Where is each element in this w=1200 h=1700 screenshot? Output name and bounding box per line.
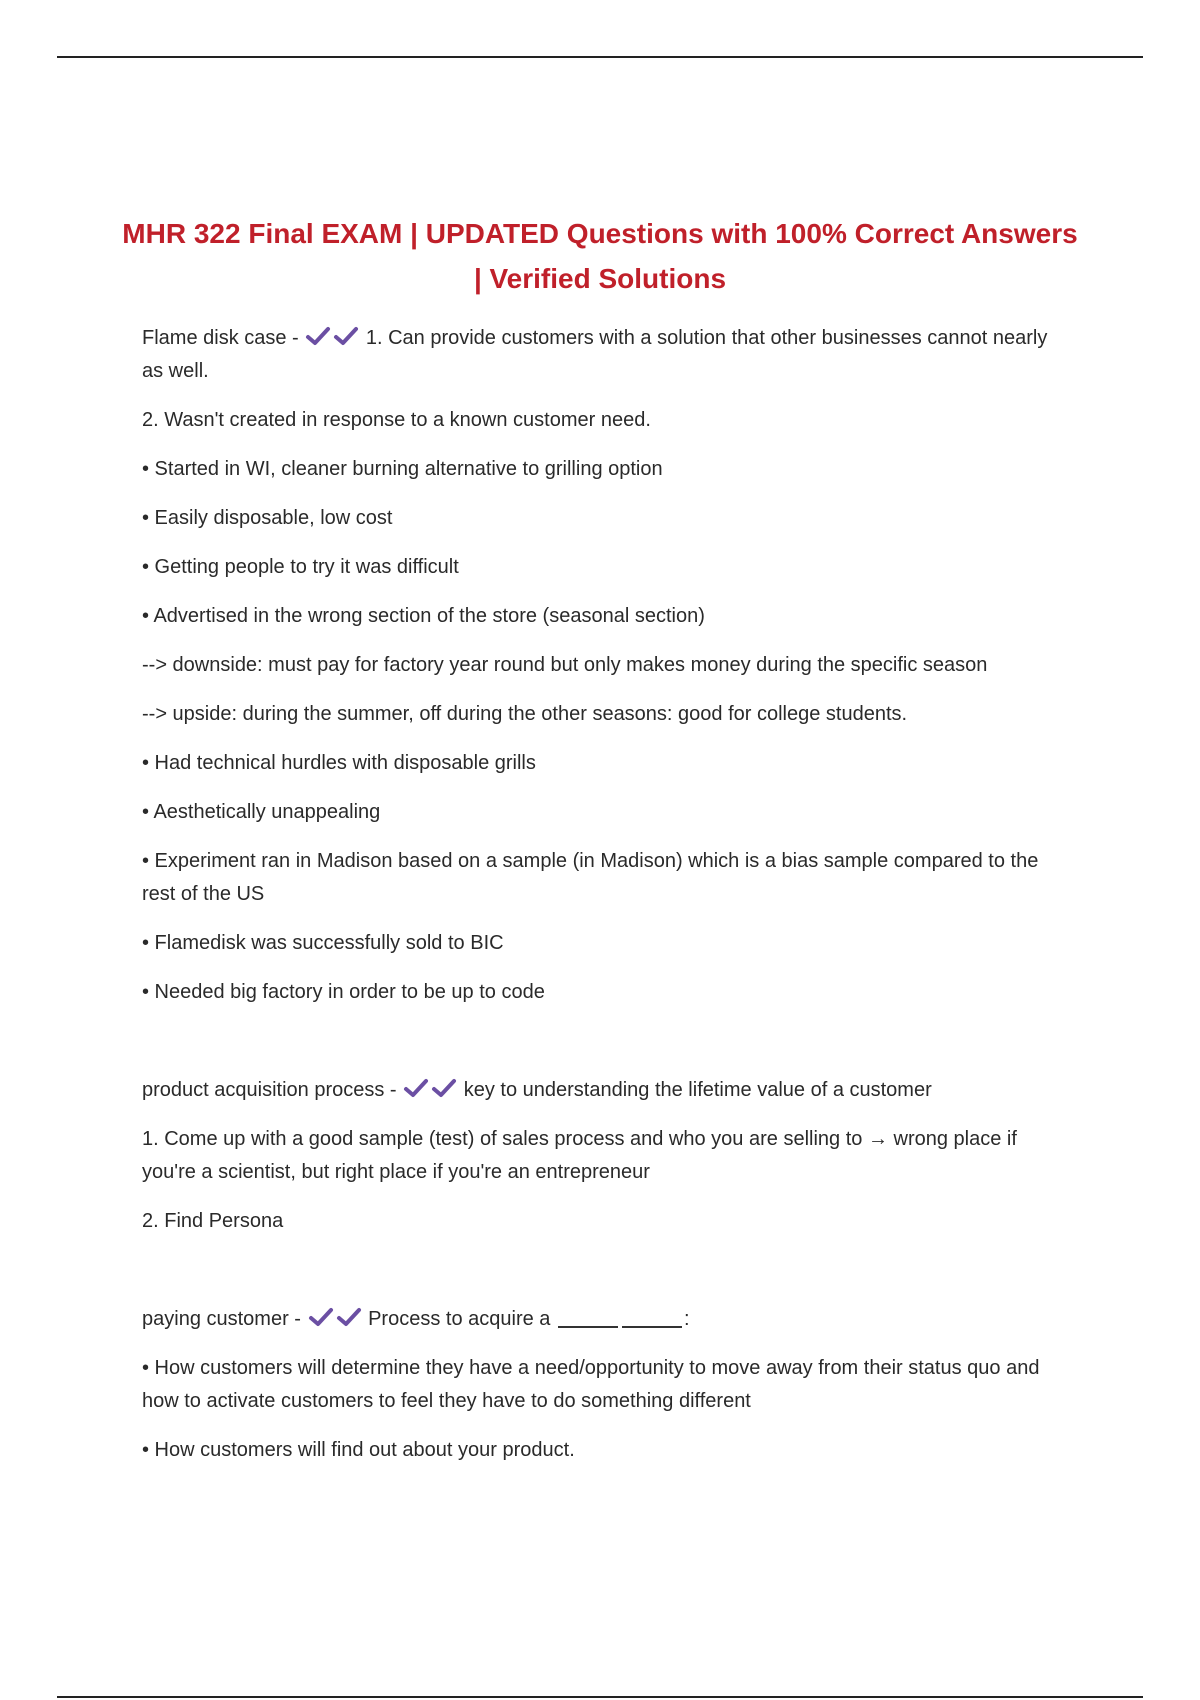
term-line: [142, 1303, 1072, 1336]
list-item: • Easily disposable, low cost: [142, 507, 393, 529]
section-gap: [142, 1025, 1072, 1074]
list-item: --> downside: must pay for factory year round but only makes money during the specific season: [142, 654, 988, 676]
check-icon: [431, 1077, 457, 1099]
answer: 1. Can provide customers with a solution that other businesses cannot nearly as well.: [142, 327, 1048, 382]
term: paying customer -: [142, 1308, 301, 1330]
check-icon: [336, 1306, 362, 1328]
list-item: 2. Wasn't created in response to a known customer need.: [142, 409, 651, 431]
list-item: • Getting people to try it was difficult: [142, 556, 459, 578]
list-item: • Started in WI, cleaner burning alternative to grilling option: [142, 458, 663, 480]
list-item: • Advertised in the wrong section of the store (seasonal section): [142, 605, 705, 627]
fill-in-blank: [558, 1306, 618, 1328]
list-item: --> upside: during the summer, off during the other seasons: good for college students.: [142, 703, 908, 725]
list-item: • Needed big factory in order to be up to code: [142, 981, 545, 1003]
answer: key to understanding the lifetime value of a customer: [463, 1079, 932, 1101]
list-item: • Aesthetically unappealing: [142, 801, 381, 823]
term-line: [142, 322, 1072, 388]
term: Flame disk case -: [142, 327, 299, 349]
fill-in-blank: [622, 1306, 682, 1328]
document-body: [142, 322, 1072, 1483]
list-item: 2. Find Persona: [142, 1210, 284, 1232]
check-icon: [308, 1306, 334, 1328]
list-item: • Had technical hurdles with disposable grills: [142, 752, 536, 774]
top-rule: [57, 56, 1143, 58]
check-icon: [333, 325, 359, 347]
bottom-rule: [57, 1696, 1143, 1698]
check-icon: [305, 325, 331, 347]
list-item: • Experiment ran in Madison based on a sample (in Madison) which is a bias sample compared to the rest of the US: [142, 850, 1039, 905]
answer: Process to acquire a: [368, 1308, 551, 1330]
term: product acquisition process -: [142, 1079, 397, 1101]
list-item: • How customers will determine they have a need/opportunity to move away from their status quo and how to activate customers to feel they have to do something different: [142, 1357, 1040, 1412]
section-gap: [142, 1254, 1072, 1303]
answer-suffix: :: [683, 1308, 690, 1330]
list-item: • How customers will find out about your product.: [142, 1439, 575, 1461]
list-item: 1. Come up with a good sample (test) of sales process and who you are selling to → wrong place if you're a scientist, but right place if you're an entrepreneur: [142, 1128, 1017, 1183]
list-item: • Flamedisk was successfully sold to BIC: [142, 932, 504, 954]
term-line: [142, 1074, 1072, 1107]
document-title: MHR 322 Final EXAM | UPDATED Questions with 100% Correct Answers | Verified Solutions: [122, 218, 1078, 294]
check-icon: [403, 1077, 429, 1099]
